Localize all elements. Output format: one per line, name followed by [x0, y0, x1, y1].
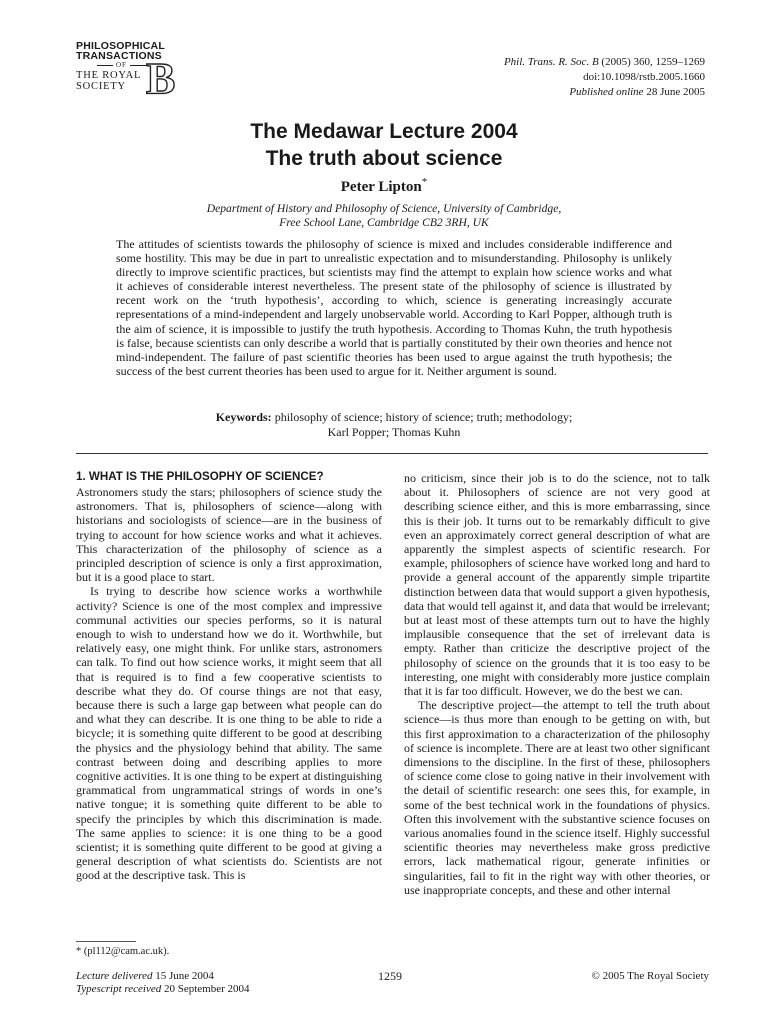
paper-title [0, 118, 768, 172]
typescript-label: Typescript received [76, 983, 162, 995]
paragraph: no criticism, since their job is to do the science, not to talk about it. Philosophers of science are not very good at describing science either, and this is more embarrassing, since this is their job. It turns out to be remarkably difficult to give even an approximately correct general description of what are apparently the simplest aspects of scientific research. For example, philosophers of science have worked long and hard to provide a general account of the apparently simple tripartite distinction between data that would support a given hypothesis, data that would tell against it, and data that would be irrelevant; but at least most of these attempts turn out to have the highly implausible consequence that the set of irrelevant data is empty. Rather than criticize the descriptive project of the philosophy of science on the grounds that it is too easy to be interesting, one might with considerably more justice complain that it is far too difficult. However, we do the best we can. [404, 471, 710, 699]
author-footnote-mark: * [421, 176, 428, 188]
author-name: Peter Lipton [340, 179, 422, 195]
logo-line-the-royal: THE ROYAL [76, 70, 142, 81]
copyright: © 2005 The Royal Society [591, 970, 709, 982]
journal-name: Phil. Trans. R. Soc. B [503, 56, 599, 68]
affiliation-line-2: Free School Lane, Cambridge CB2 3RH, UK [279, 216, 489, 229]
typescript-date: 20 September 2004 [163, 983, 250, 995]
paragraph: The descriptive project—the attempt to tell the truth about science—is thus more than enough to be getting on with, but this first approximation to a characterization of the philosophy of science is incomplete. There are at least two other significant dimensions to the discipline. In the first of these, philosophers of science come close to going native in their involvement with the detail of scientific research: one sees this, for example, in some of the best technical work in the foundations of physics. Often this involvement with the substantive science focuses on various anomalies found in the science itself. Highly successful scientific theories may nevertheless make gross predictive errors, lack mathematical rigour, generate infinities or singularities, fail to fit in the right way with other theories, or use inappropriate concepts, and these and other internal [404, 698, 710, 897]
page-number: 1259 [378, 969, 402, 983]
affiliation [0, 202, 768, 230]
logo-line-of: OF [94, 61, 186, 70]
logo-letter-b: B [146, 54, 176, 103]
citation-block [504, 55, 705, 100]
year-volume-pages: (2005) 360, 1259–1269 [601, 56, 705, 68]
logo-line-society: SOCIETY [76, 81, 126, 92]
paragraph: Is trying to describe how science works a worthwhile activity? Science is one of the most complex and impressive communal activities our species performs, so it is natural enough to wish to understand how we do it. Worthwhile, but relatively easy, one might think. For unlike stars, astronomers can talk. To find out how science works, it might seem that all that is required is to find a few cooperative scientists to describe what they do. Of course things are not that easy, because there is such a large gap between what people can do and what they can describe. It is one thing to be able to ride a bicycle; it is something quite different to be good at describing the physics and the physiology behind that ability. The same contrast between doing and describing applies to more cognitive activities. It is one thing to be expert at distinguishing grammatical from ungrammatical strings of words in one’s native tongue; it is something quite different to be able to specify the principles by which this discrimination is made. The same applies to science: it is one thing to be a good scientist; it is something quite different to be good at giving a general description of what scientists do. Scientists are not good at the descriptive task. This is [76, 584, 382, 883]
logo-line-transactions: TRANSACTIONS [76, 50, 162, 62]
logo-line-philosophical: PHILOSOPHICAL [76, 40, 165, 52]
footnote-email: * (pl112@cam.ac.uk). [76, 946, 170, 957]
published-date: 28 June 2005 [646, 86, 705, 98]
lecture-label: Lecture delivered [76, 970, 153, 982]
section-heading: 1. WHAT IS THE PHILOSOPHY OF SCIENCE? [76, 470, 324, 483]
keywords-line-1: philosophy of science; history of science; truth; methodology; [274, 410, 573, 424]
keywords [116, 410, 672, 440]
title-line-2: The truth about science [265, 147, 503, 170]
published-label: Published online [569, 86, 644, 98]
title-line-1: The Medawar Lecture 2004 [250, 120, 518, 143]
left-column [76, 470, 382, 883]
author [0, 176, 768, 196]
keywords-label: Keywords: [215, 410, 272, 424]
paragraph: Astronomers study the stars; philosophers of science study the astronomers. That is, philosophers of science—along with historians and sociologists of science—are in the business of trying to account for how science works and what it achieves. This characterization of the philosophy of science as a principled description of science is only a first approximation, but it is a good place to start. [76, 485, 382, 585]
affiliation-line-1: Department of History and Philosophy of Science, University of Cambridge, [206, 202, 562, 215]
right-column [404, 471, 710, 897]
lecture-date: 15 June 2004 [155, 970, 214, 982]
footnote-divider [76, 941, 136, 942]
keywords-line-2: Karl Popper; Thomas Kuhn [327, 425, 461, 439]
divider [76, 453, 708, 454]
journal-logo [76, 41, 186, 101]
doi: doi:10.1098/rstb.2005.1660 [583, 71, 705, 83]
abstract: The attitudes of scientists towards the philosophy of science is mixed and includes considerable indifference and some hostility. This may be due in part to unrealistic expectation and to misunderstanding. Philosophy is unlikely directly to improve scientific practices, but scientists may find the attempt to explain how science works and what it achieves of considerable interest nevertheless. The present state of the philosophy of science is illustrated by recent work on the ‘truth hypothesis’, according to which, science is generating increasingly accurate representations of a mind-independent and largely unobservable world. According to Karl Popper, although truth is the aim of science, it is impossible to justify the truth hypothesis. According to Thomas Kuhn, the truth hypothesis is false, because scientists can only describe a world that is partially constituted by their own theories and hence not mind-independent. The failure of past scientific theories has been used to argue against the truth hypothesis; the success of the best current theories has been used to argue for it. Neither argument is sound. [116, 237, 672, 378]
